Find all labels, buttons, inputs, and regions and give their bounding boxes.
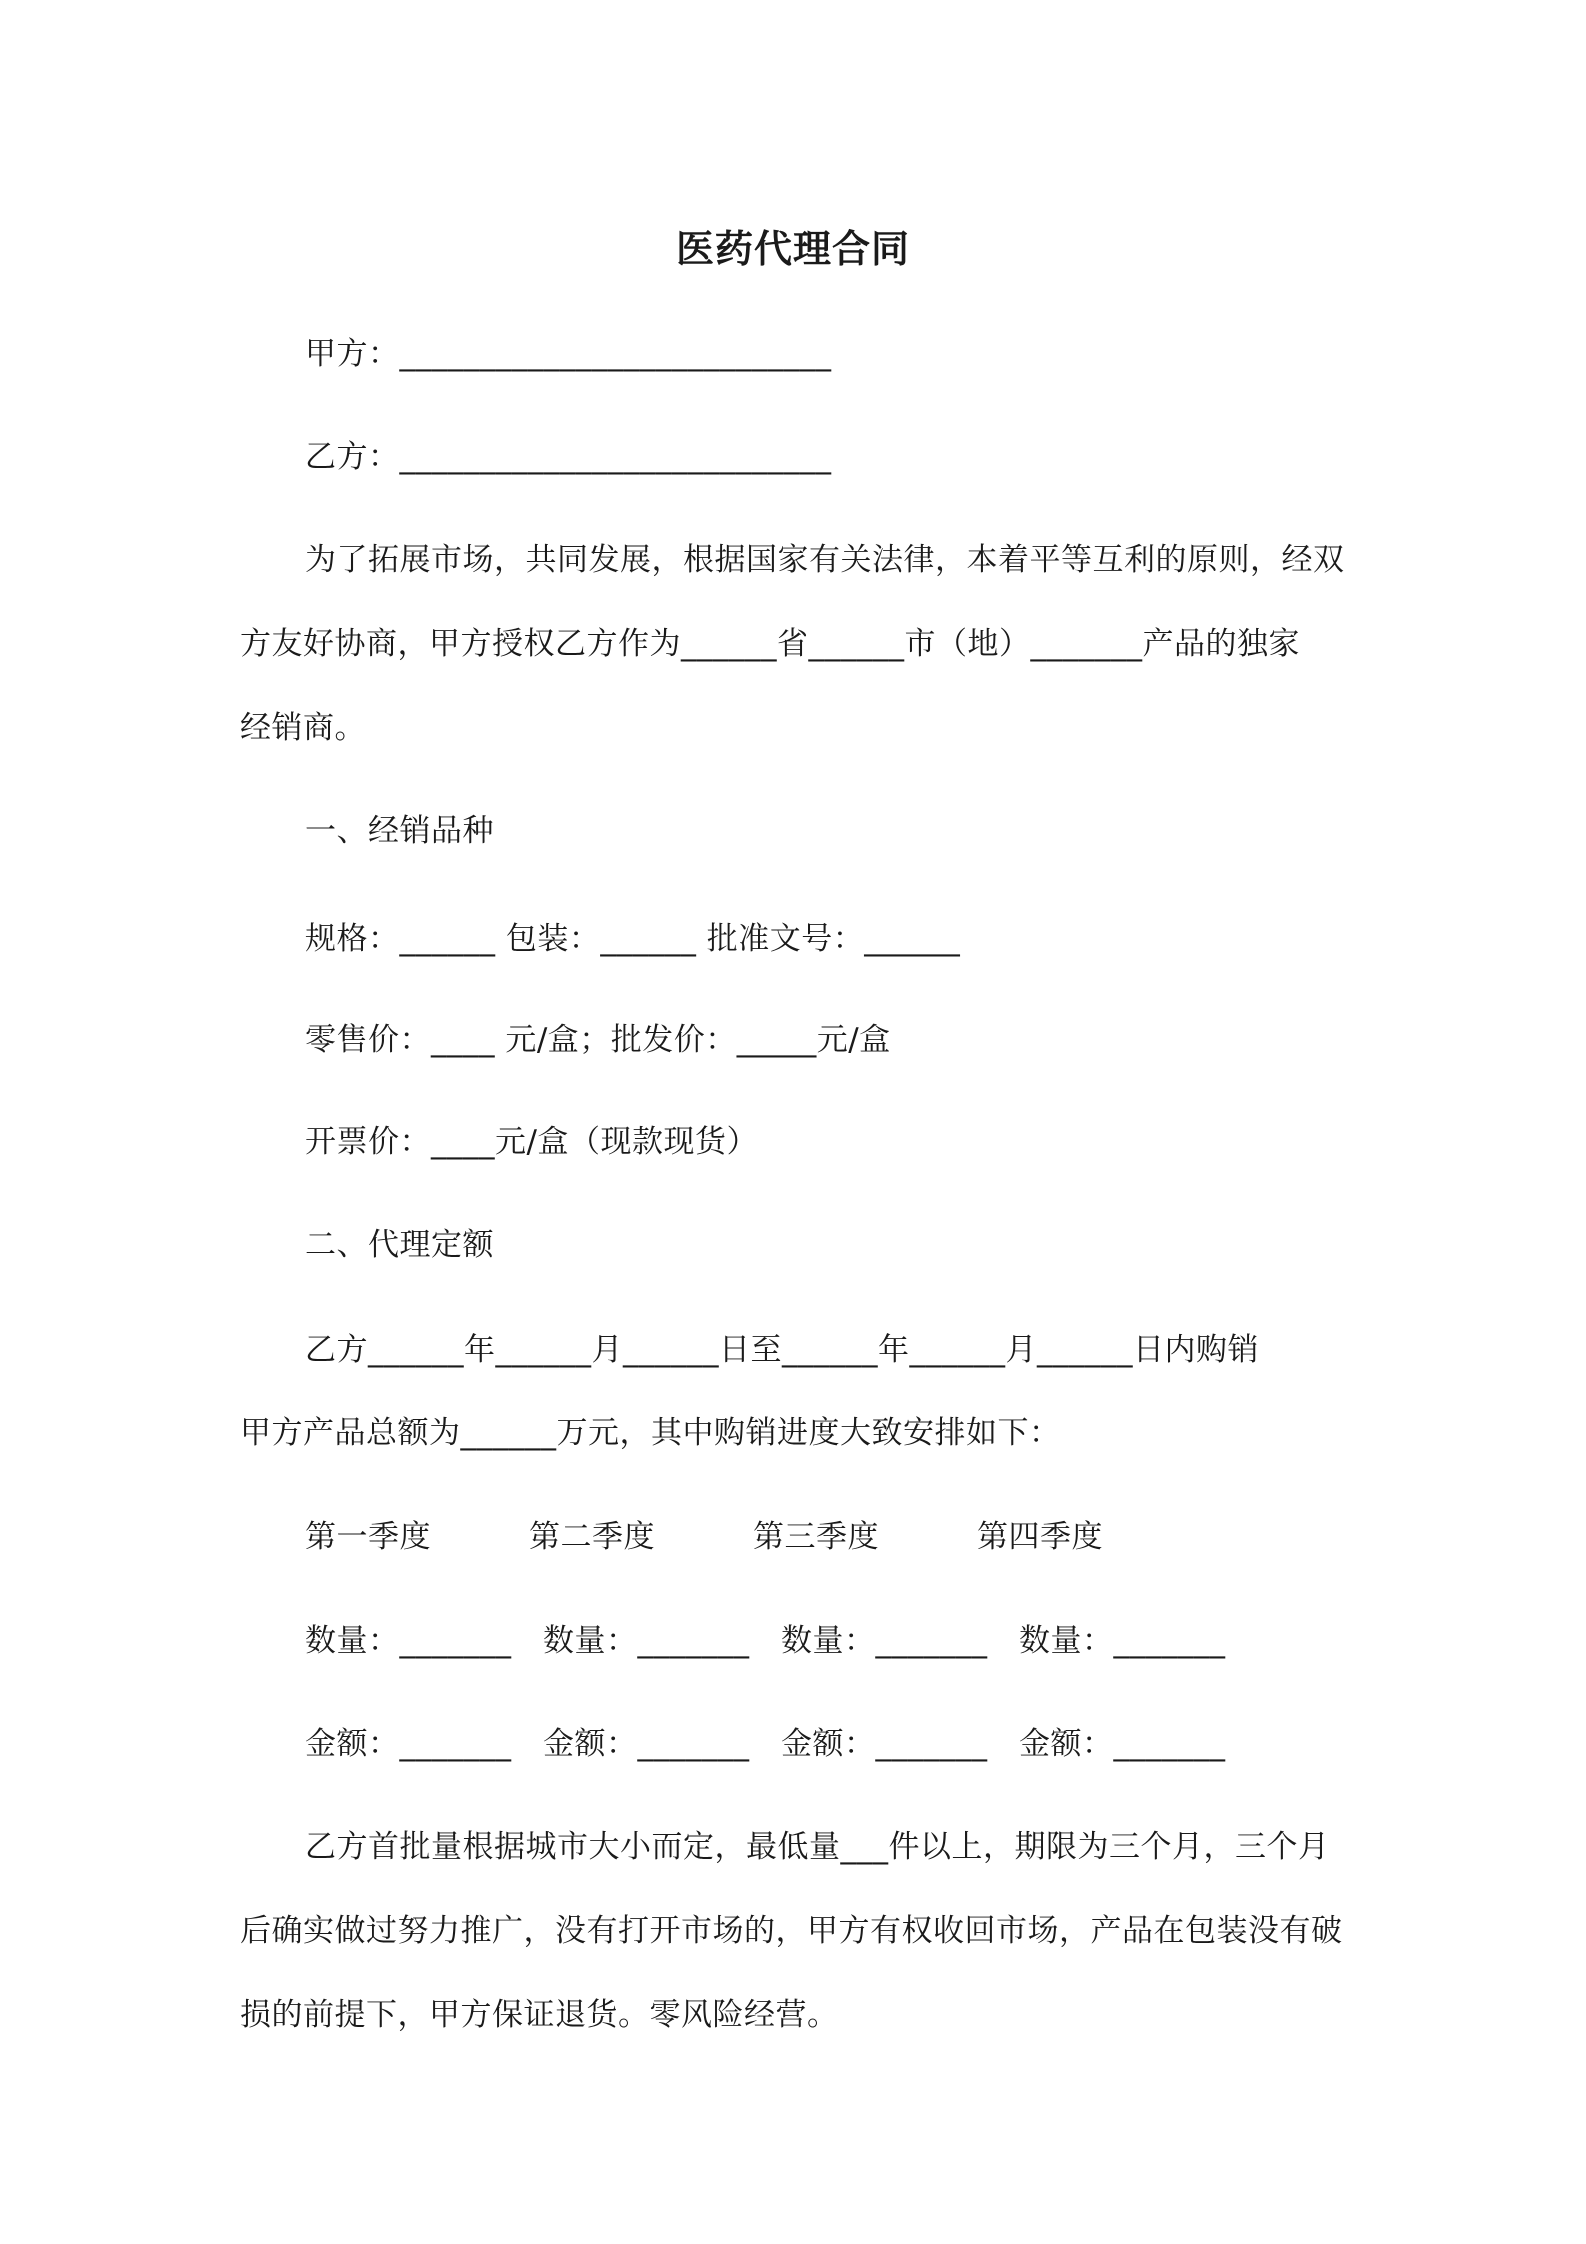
quarter-4-label: 第四季度 [977, 1519, 1103, 1555]
amount-q3: 金额：_______ [781, 1726, 988, 1762]
document-title: 医药代理合同 [675, 227, 910, 271]
period-line-2: 甲方产品总额为______万元，其中购销进度大致安排如下： [240, 1415, 1061, 1451]
quarter-3-label: 第三季度 [753, 1519, 879, 1555]
intro-line-1: 为了拓展市场，共同发展，根据国家有关法律，本着平等互利的原则，经双 [305, 542, 1345, 578]
first-batch-line-3: 损的前提下，甲方保证退货。零风险经营。 [240, 1997, 839, 2033]
quantity-q1: 数量：_______ [305, 1623, 512, 1659]
amount-q2: 金额：_______ [543, 1726, 750, 1762]
amount-q1: 金额：_______ [305, 1726, 512, 1762]
intro-line-2: 方友好协商，甲方授权乙方作为______省______市（地）_______产品的独家 [240, 626, 1300, 662]
quantity-q3: 数量：_______ [781, 1623, 988, 1659]
quantity-q2: 数量：_______ [543, 1623, 750, 1659]
section-2-heading: 二、代理定额 [305, 1227, 494, 1263]
period-line-1: 乙方______年______月______日至______年______月______日内购销 [305, 1332, 1259, 1368]
invoice-price-line: 开票价：____元/盒（现款现货） [305, 1124, 758, 1160]
first-batch-line-2: 后确实做过努力推广，没有打开市场的，甲方有权收回市场，产品在包装没有破 [240, 1913, 1343, 1949]
first-batch-line-1: 乙方首批量根据城市大小而定，最低量___件以上，期限为三个月，三个月 [305, 1829, 1330, 1865]
quarter-2-label: 第二季度 [529, 1519, 655, 1555]
party-a-line: 甲方：___________________________ [305, 336, 832, 372]
price-line: 零售价：____ 元/盒；批发价：_____元/盒 [305, 1022, 891, 1058]
party-b-line: 乙方：___________________________ [305, 439, 832, 475]
section-1-heading: 一、经销品种 [305, 813, 494, 849]
spec-line: 规格：______ 包装：______ 批准文号：______ [305, 921, 961, 957]
quarter-1-label: 第一季度 [305, 1519, 431, 1555]
amount-q4: 金额：_______ [1019, 1726, 1226, 1762]
intro-line-3: 经销商。 [240, 710, 366, 746]
quantity-q4: 数量：_______ [1019, 1623, 1226, 1659]
